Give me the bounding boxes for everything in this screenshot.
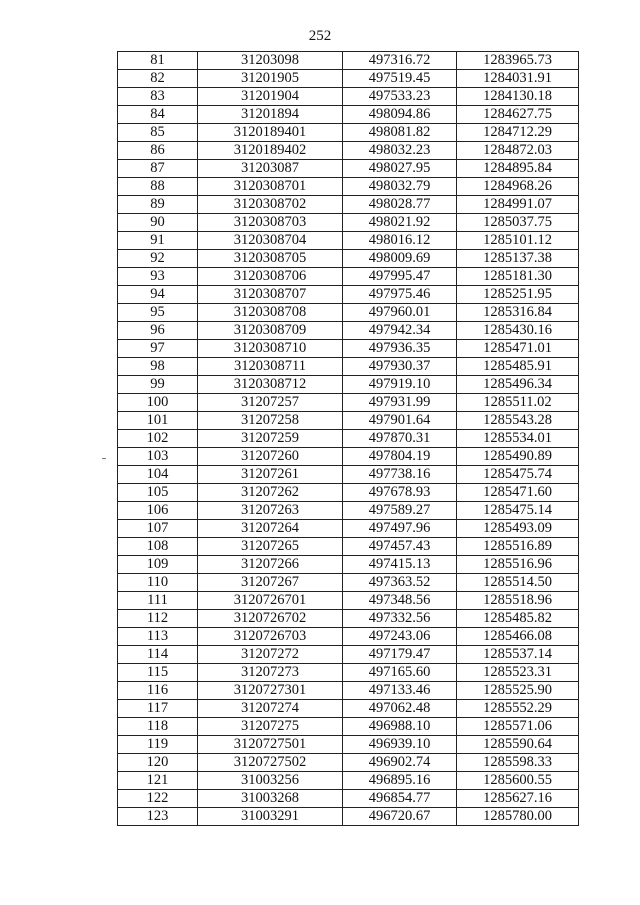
x-coordinate-cell: 496902.74 xyxy=(343,754,457,772)
y-coordinate-cell: 1285598.33 xyxy=(457,754,579,772)
point-number-cell: 115 xyxy=(118,664,198,682)
x-coordinate-cell: 498032.79 xyxy=(343,178,457,196)
y-coordinate-cell: 1285516.96 xyxy=(457,556,579,574)
y-coordinate-cell: 1284895.84 xyxy=(457,160,579,178)
point-number-cell: 123 xyxy=(118,808,198,826)
y-coordinate-cell: 1285493.09 xyxy=(457,520,579,538)
table-row xyxy=(118,142,579,160)
table-row xyxy=(118,574,579,592)
point-code-cell: 3120727502 xyxy=(198,754,343,772)
point-code-cell: 31207264 xyxy=(198,520,343,538)
page-number: 252 xyxy=(308,28,332,44)
x-coordinate-cell: 497901.64 xyxy=(343,412,457,430)
x-coordinate-cell: 497062.48 xyxy=(343,700,457,718)
point-number-cell: 100 xyxy=(118,394,198,412)
point-code-cell: 31207267 xyxy=(198,574,343,592)
table-row xyxy=(118,250,579,268)
point-number-cell: 91 xyxy=(118,232,198,250)
point-number-cell: 94 xyxy=(118,286,198,304)
point-code-cell: 31203087 xyxy=(198,160,343,178)
y-coordinate-cell: 1285571.06 xyxy=(457,718,579,736)
table-row xyxy=(118,790,579,808)
point-code-cell: 3120189402 xyxy=(198,142,343,160)
x-coordinate-cell: 496895.16 xyxy=(343,772,457,790)
y-coordinate-cell: 1285590.64 xyxy=(457,736,579,754)
y-coordinate-cell: 1285466.08 xyxy=(457,628,579,646)
point-number-cell: 87 xyxy=(118,160,198,178)
table-row xyxy=(118,484,579,502)
point-code-cell: 31207272 xyxy=(198,646,343,664)
table-row xyxy=(118,106,579,124)
point-number-cell: 122 xyxy=(118,790,198,808)
point-code-cell: 31003256 xyxy=(198,772,343,790)
y-coordinate-cell: 1285471.01 xyxy=(457,340,579,358)
point-number-cell: 106 xyxy=(118,502,198,520)
point-code-cell: 3120308701 xyxy=(198,178,343,196)
table-row xyxy=(118,538,579,556)
point-number-cell: 96 xyxy=(118,322,198,340)
table-row xyxy=(118,664,579,682)
table-row xyxy=(118,88,579,106)
y-coordinate-cell: 1285511.02 xyxy=(457,394,579,412)
point-code-cell: 31203098 xyxy=(198,52,343,70)
y-coordinate-cell: 1285181.30 xyxy=(457,268,579,286)
y-coordinate-cell: 1284031.91 xyxy=(457,70,579,88)
table-row xyxy=(118,178,579,196)
x-coordinate-cell: 497942.34 xyxy=(343,322,457,340)
point-code-cell: 3120308702 xyxy=(198,196,343,214)
point-number-cell: 86 xyxy=(118,142,198,160)
x-coordinate-cell: 498032.23 xyxy=(343,142,457,160)
y-coordinate-cell: 1285600.55 xyxy=(457,772,579,790)
table-row xyxy=(118,718,579,736)
y-coordinate-cell: 1284130.18 xyxy=(457,88,579,106)
table-row xyxy=(118,520,579,538)
table-row xyxy=(118,394,579,412)
x-coordinate-cell: 497995.47 xyxy=(343,268,457,286)
x-coordinate-cell: 497497.96 xyxy=(343,520,457,538)
point-code-cell: 31207260 xyxy=(198,448,343,466)
x-coordinate-cell: 497678.93 xyxy=(343,484,457,502)
x-coordinate-cell: 496988.10 xyxy=(343,718,457,736)
point-number-cell: 82 xyxy=(118,70,198,88)
point-number-cell: 98 xyxy=(118,358,198,376)
y-coordinate-cell: 1284872.03 xyxy=(457,142,579,160)
table-row xyxy=(118,232,579,250)
table-row xyxy=(118,286,579,304)
x-coordinate-cell: 496720.67 xyxy=(343,808,457,826)
point-number-cell: 111 xyxy=(118,592,198,610)
y-coordinate-cell: 1284991.07 xyxy=(457,196,579,214)
point-code-cell: 3120727501 xyxy=(198,736,343,754)
point-number-cell: 99 xyxy=(118,376,198,394)
point-number-cell: 81 xyxy=(118,52,198,70)
y-coordinate-cell: 1283965.73 xyxy=(457,52,579,70)
x-coordinate-cell: 497415.13 xyxy=(343,556,457,574)
point-number-cell: 92 xyxy=(118,250,198,268)
point-code-cell: 31207258 xyxy=(198,412,343,430)
x-coordinate-cell: 497165.60 xyxy=(343,664,457,682)
table-row xyxy=(118,214,579,232)
x-coordinate-cell: 497919.10 xyxy=(343,376,457,394)
point-code-cell: 31207265 xyxy=(198,538,343,556)
y-coordinate-cell: 1285780.00 xyxy=(457,808,579,826)
point-number-cell: 109 xyxy=(118,556,198,574)
table-row xyxy=(118,412,579,430)
table-row xyxy=(118,70,579,88)
point-code-cell: 3120308706 xyxy=(198,268,343,286)
point-number-cell: 83 xyxy=(118,88,198,106)
table-row xyxy=(118,556,579,574)
point-number-cell: 95 xyxy=(118,304,198,322)
point-code-cell: 3120308710 xyxy=(198,340,343,358)
point-code-cell: 31207274 xyxy=(198,700,343,718)
point-number-cell: 89 xyxy=(118,196,198,214)
point-code-cell: 31207273 xyxy=(198,664,343,682)
point-number-cell: 93 xyxy=(118,268,198,286)
x-coordinate-cell: 498028.77 xyxy=(343,196,457,214)
point-number-cell: 114 xyxy=(118,646,198,664)
table-row xyxy=(118,682,579,700)
x-coordinate-cell: 497457.43 xyxy=(343,538,457,556)
y-coordinate-cell: 1285537.14 xyxy=(457,646,579,664)
y-coordinate-cell: 1285496.34 xyxy=(457,376,579,394)
point-code-cell: 31207261 xyxy=(198,466,343,484)
point-code-cell: 3120726701 xyxy=(198,592,343,610)
point-code-cell: 3120189401 xyxy=(198,124,343,142)
point-number-cell: 108 xyxy=(118,538,198,556)
point-number-cell: 110 xyxy=(118,574,198,592)
table-row xyxy=(118,646,579,664)
coordinates-table-body xyxy=(118,52,579,826)
table-row xyxy=(118,124,579,142)
point-number-cell: 104 xyxy=(118,466,198,484)
table-row xyxy=(118,376,579,394)
table-row xyxy=(118,592,579,610)
y-coordinate-cell: 1285543.28 xyxy=(457,412,579,430)
y-coordinate-cell: 1285137.38 xyxy=(457,250,579,268)
point-code-cell: 3120308703 xyxy=(198,214,343,232)
y-coordinate-cell: 1285534.01 xyxy=(457,430,579,448)
point-number-cell: 90 xyxy=(118,214,198,232)
x-coordinate-cell: 497931.99 xyxy=(343,394,457,412)
x-coordinate-cell: 497363.52 xyxy=(343,574,457,592)
x-coordinate-cell: 497348.56 xyxy=(343,592,457,610)
point-code-cell: 31207275 xyxy=(198,718,343,736)
point-number-cell: 103 xyxy=(118,448,198,466)
x-coordinate-cell: 496939.10 xyxy=(343,736,457,754)
y-coordinate-cell: 1285523.31 xyxy=(457,664,579,682)
table-row xyxy=(118,610,579,628)
y-coordinate-cell: 1285485.91 xyxy=(457,358,579,376)
point-number-cell: 117 xyxy=(118,700,198,718)
point-code-cell: 3120726702 xyxy=(198,610,343,628)
table-row xyxy=(118,736,579,754)
x-coordinate-cell: 497804.19 xyxy=(343,448,457,466)
x-coordinate-cell: 497870.31 xyxy=(343,430,457,448)
table-row xyxy=(118,808,579,826)
point-code-cell: 3120308709 xyxy=(198,322,343,340)
stray-mark xyxy=(102,458,106,459)
point-number-cell: 121 xyxy=(118,772,198,790)
point-number-cell: 97 xyxy=(118,340,198,358)
y-coordinate-cell: 1285251.95 xyxy=(457,286,579,304)
x-coordinate-cell: 497930.37 xyxy=(343,358,457,376)
table-row xyxy=(118,466,579,484)
point-number-cell: 118 xyxy=(118,718,198,736)
x-coordinate-cell: 498027.95 xyxy=(343,160,457,178)
y-coordinate-cell: 1284968.26 xyxy=(457,178,579,196)
x-coordinate-cell: 498009.69 xyxy=(343,250,457,268)
table-row xyxy=(118,304,579,322)
point-code-cell: 3120308708 xyxy=(198,304,343,322)
point-code-cell: 31207266 xyxy=(198,556,343,574)
point-number-cell: 88 xyxy=(118,178,198,196)
y-coordinate-cell: 1284712.29 xyxy=(457,124,579,142)
table-row xyxy=(118,628,579,646)
x-coordinate-cell: 497960.01 xyxy=(343,304,457,322)
point-code-cell: 3120308707 xyxy=(198,286,343,304)
y-coordinate-cell: 1285430.16 xyxy=(457,322,579,340)
x-coordinate-cell: 498094.86 xyxy=(343,106,457,124)
x-coordinate-cell: 498081.82 xyxy=(343,124,457,142)
y-coordinate-cell: 1285471.60 xyxy=(457,484,579,502)
table-row xyxy=(118,196,579,214)
y-coordinate-cell: 1285485.82 xyxy=(457,610,579,628)
point-code-cell: 31207259 xyxy=(198,430,343,448)
x-coordinate-cell: 497975.46 xyxy=(343,286,457,304)
point-number-cell: 107 xyxy=(118,520,198,538)
x-coordinate-cell: 497533.23 xyxy=(343,88,457,106)
point-code-cell: 3120308711 xyxy=(198,358,343,376)
table-row xyxy=(118,340,579,358)
y-coordinate-cell: 1285037.75 xyxy=(457,214,579,232)
y-coordinate-cell: 1285101.12 xyxy=(457,232,579,250)
x-coordinate-cell: 497936.35 xyxy=(343,340,457,358)
table-row xyxy=(118,502,579,520)
x-coordinate-cell: 497589.27 xyxy=(343,502,457,520)
point-number-cell: 84 xyxy=(118,106,198,124)
y-coordinate-cell: 1285525.90 xyxy=(457,682,579,700)
y-coordinate-cell: 1284627.75 xyxy=(457,106,579,124)
point-code-cell: 31207262 xyxy=(198,484,343,502)
point-number-cell: 113 xyxy=(118,628,198,646)
point-number-cell: 102 xyxy=(118,430,198,448)
table-row xyxy=(118,430,579,448)
point-code-cell: 31201904 xyxy=(198,88,343,106)
table-row xyxy=(118,52,579,70)
point-number-cell: 105 xyxy=(118,484,198,502)
x-coordinate-cell: 496854.77 xyxy=(343,790,457,808)
point-code-cell: 31003291 xyxy=(198,808,343,826)
point-number-cell: 101 xyxy=(118,412,198,430)
table-row xyxy=(118,772,579,790)
y-coordinate-cell: 1285475.14 xyxy=(457,502,579,520)
table-row xyxy=(118,322,579,340)
y-coordinate-cell: 1285627.16 xyxy=(457,790,579,808)
x-coordinate-cell: 497316.72 xyxy=(343,52,457,70)
table-row xyxy=(118,358,579,376)
y-coordinate-cell: 1285552.29 xyxy=(457,700,579,718)
x-coordinate-cell: 497738.16 xyxy=(343,466,457,484)
y-coordinate-cell: 1285316.84 xyxy=(457,304,579,322)
y-coordinate-cell: 1285475.74 xyxy=(457,466,579,484)
x-coordinate-cell: 497133.46 xyxy=(343,682,457,700)
y-coordinate-cell: 1285516.89 xyxy=(457,538,579,556)
point-code-cell: 3120727301 xyxy=(198,682,343,700)
point-number-cell: 112 xyxy=(118,610,198,628)
point-code-cell: 31201905 xyxy=(198,70,343,88)
point-code-cell: 31201894 xyxy=(198,106,343,124)
point-code-cell: 3120308704 xyxy=(198,232,343,250)
table-row xyxy=(118,700,579,718)
x-coordinate-cell: 498021.92 xyxy=(343,214,457,232)
y-coordinate-cell: 1285518.96 xyxy=(457,592,579,610)
x-coordinate-cell: 497243.06 xyxy=(343,628,457,646)
point-number-cell: 120 xyxy=(118,754,198,772)
point-code-cell: 31207257 xyxy=(198,394,343,412)
table-row xyxy=(118,448,579,466)
point-code-cell: 31207263 xyxy=(198,502,343,520)
point-number-cell: 116 xyxy=(118,682,198,700)
table-row xyxy=(118,754,579,772)
point-code-cell: 3120308712 xyxy=(198,376,343,394)
table-row xyxy=(118,160,579,178)
point-code-cell: 3120726703 xyxy=(198,628,343,646)
y-coordinate-cell: 1285514.50 xyxy=(457,574,579,592)
x-coordinate-cell: 497332.56 xyxy=(343,610,457,628)
table-row xyxy=(118,268,579,286)
point-number-cell: 85 xyxy=(118,124,198,142)
point-code-cell: 31003268 xyxy=(198,790,343,808)
coordinates-table xyxy=(117,51,579,826)
x-coordinate-cell: 497179.47 xyxy=(343,646,457,664)
y-coordinate-cell: 1285490.89 xyxy=(457,448,579,466)
point-code-cell: 3120308705 xyxy=(198,250,343,268)
x-coordinate-cell: 497519.45 xyxy=(343,70,457,88)
point-number-cell: 119 xyxy=(118,736,198,754)
x-coordinate-cell: 498016.12 xyxy=(343,232,457,250)
